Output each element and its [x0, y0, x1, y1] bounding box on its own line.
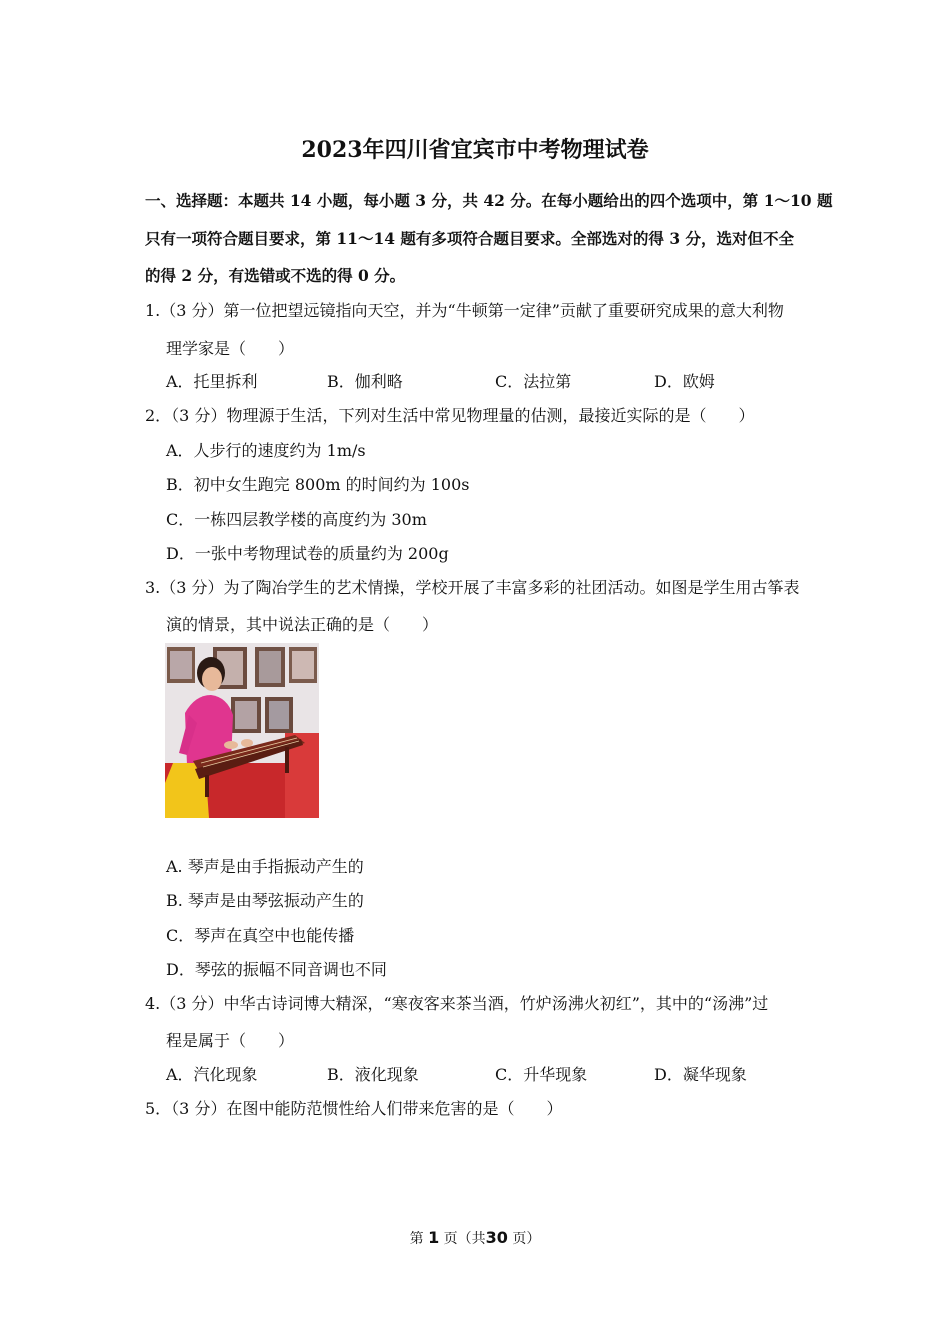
option-c: C．法拉第	[495, 372, 572, 391]
page-footer	[0, 1228, 950, 1248]
option-b: B．伽利略	[327, 372, 403, 391]
page-title: 2023年四川省宜宾市中考物理试卷	[301, 137, 649, 163]
footer-prefix: 第	[409, 1231, 424, 1247]
question-1-text-cont: 理学家是（ ）	[166, 339, 295, 358]
option-c: C．升华现象	[495, 1065, 588, 1084]
footer-total-pages: 30	[485, 1228, 508, 1247]
option-a: A．汽化现象	[166, 1065, 258, 1084]
option-d: D．一张中考物理试卷的质量约为 200g	[166, 544, 449, 563]
option-c: C．琴声在真空中也能传播	[166, 926, 355, 945]
section-heading-line-1: 一、选择题：本题共 14 小题，每小题 3 分，共 42 分。在每小题给出的四个选项中，第 1～10 题	[145, 191, 833, 210]
option-b: B．初中女生跑完 800m 的时间约为 100s	[166, 475, 470, 494]
option-a: A. 琴声是由手指振动产生的	[166, 857, 364, 876]
option-d: D．琴弦的振幅不同音调也不同	[166, 960, 387, 979]
question-3-text-cont: 演的情景，其中说法正确的是（ ）	[166, 615, 439, 634]
question-3-text: 3.（3 分）为了陶冶学生的艺术情操，学校开展了丰富多彩的社团活动。如图是学生用古筝表	[145, 578, 800, 597]
question-2-text: 2．（3 分）物理源于生活，下列对生活中常见物理量的估测，最接近实际的是（ ）	[145, 406, 755, 425]
option-d: D．凝华现象	[654, 1065, 747, 1084]
question-1-text: 1.（3 分）第一位把望远镜指向天空，并为“牛顿第一定律”贡献了重要研究成果的意大利物	[145, 301, 784, 320]
option-a: A．人步行的速度约为 1m/s	[166, 441, 366, 460]
option-a: A．托里拆利	[166, 372, 258, 391]
question-4-text: 4.（3 分）中华古诗词博大精深，“寒夜客来茶当酒，竹炉汤沸火初红”，其中的“汤沸”过	[145, 994, 769, 1013]
option-c: C．一栋四层教学楼的高度约为 30m	[166, 510, 427, 529]
question-1-options	[166, 369, 816, 393]
question-5-text: 5．（3 分）在图中能防范惯性给人们带来危害的是（ ）	[145, 1099, 563, 1118]
question-4-text-cont: 程是属于（ ）	[166, 1031, 295, 1050]
option-b: B. 琴声是由琴弦振动产生的	[166, 891, 364, 910]
option-b: B．液化现象	[327, 1065, 419, 1084]
option-d: D．欧姆	[654, 372, 715, 391]
question-4-options	[166, 1062, 816, 1086]
footer-page-number: 1	[428, 1228, 440, 1247]
section-heading-line-2: 只有一项符合题目要求，第 11～14 题有多项符合题目要求。全部选对的得 3 分，选对但不全	[145, 229, 795, 248]
section-heading-line-3: 的得 2 分，有选错或不选的得 0 分。	[145, 266, 406, 285]
guzheng-performance-photo	[165, 643, 319, 818]
footer-middle: 页（共	[443, 1231, 486, 1247]
footer-suffix: 页）	[512, 1231, 541, 1247]
